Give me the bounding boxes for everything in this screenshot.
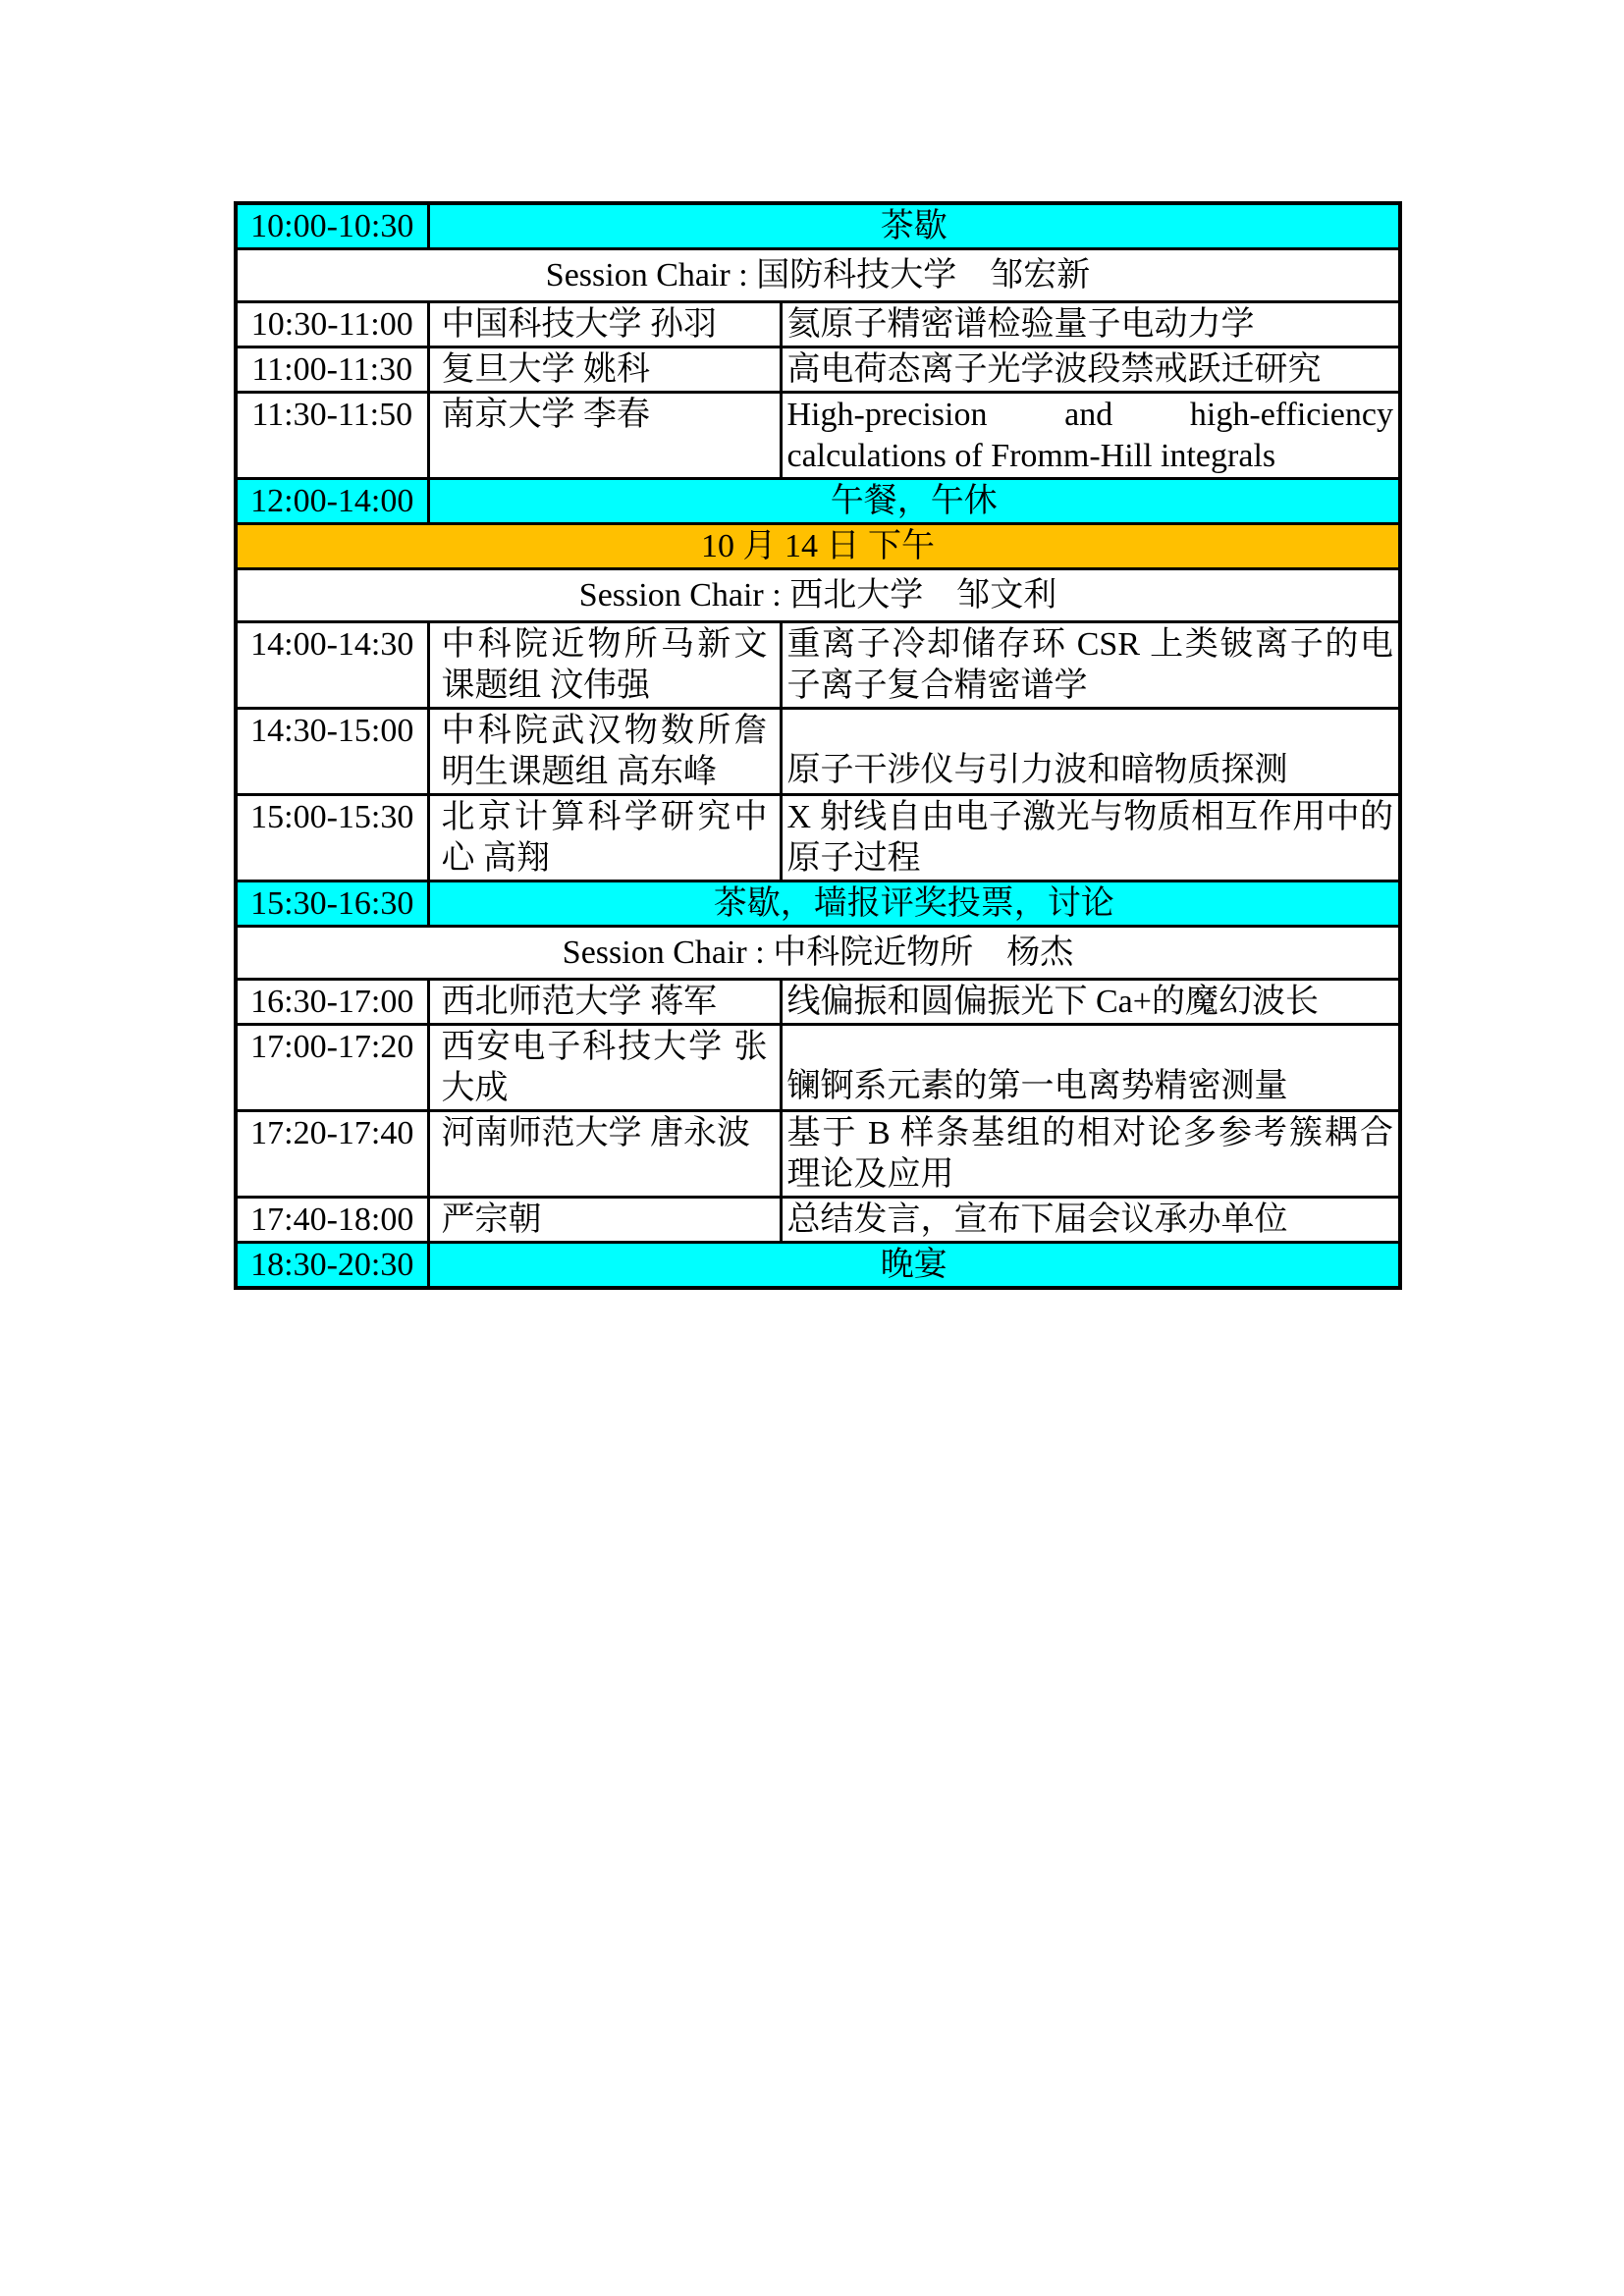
talk-title-cell: X 射线自由电子激光与物质相互作用中的原子过程 xyxy=(781,795,1400,881)
talk-title-cell: High-precision and high-efficiency calculations of Fromm-Hill integrals xyxy=(781,393,1400,479)
time-cell: 10:30-11:00 xyxy=(236,302,428,347)
time-cell: 15:30-16:30 xyxy=(236,881,428,927)
time-cell: 15:00-15:30 xyxy=(236,795,428,881)
table-row-break xyxy=(236,203,1400,249)
table-row-break xyxy=(236,479,1400,524)
time-cell: 11:00-11:30 xyxy=(236,347,428,393)
speaker-cell: 南京大学 李春 xyxy=(428,393,781,479)
table-row-session-chair xyxy=(236,569,1400,622)
break-label: 茶歇 xyxy=(428,203,1400,249)
speaker-cell: 河南师范大学 唐永波 xyxy=(428,1111,781,1198)
time-cell: 17:00-17:20 xyxy=(236,1025,428,1111)
date-banner: 10 月 14 日 下午 xyxy=(236,524,1400,569)
table-row-talk xyxy=(236,393,1400,479)
time-cell: 14:30-15:00 xyxy=(236,709,428,795)
table-row-talk xyxy=(236,347,1400,393)
talk-title-cell: 镧锕系元素的第一电离势精密测量 xyxy=(781,1025,1400,1111)
talk-title-cell: 重离子冷却储存环 CSR 上类铍离子的电子离子复合精密谱学 xyxy=(781,622,1400,709)
time-cell: 10:00-10:30 xyxy=(236,203,428,249)
session-chair-label: Session Chair : 中科院近物所 杨杰 xyxy=(236,927,1400,980)
speaker-cell: 北京计算科学研究中心 高翔 xyxy=(428,795,781,881)
speaker-cell: 中科院近物所马新文课题组 汶伟强 xyxy=(428,622,781,709)
table-row-talk xyxy=(236,980,1400,1025)
table-row-talk xyxy=(236,302,1400,347)
table-row-talk xyxy=(236,1198,1400,1243)
speaker-cell: 西北师范大学 蒋军 xyxy=(428,980,781,1025)
table-row-break xyxy=(236,881,1400,927)
speaker-cell: 西安电子科技大学 张大成 xyxy=(428,1025,781,1111)
talk-title-cell: 基于 B 样条基组的相对论多参考簇耦合理论及应用 xyxy=(781,1111,1400,1198)
conference-schedule xyxy=(234,201,1402,1290)
break-label: 茶歇，墙报评奖投票，讨论 xyxy=(428,881,1400,927)
table-row-talk xyxy=(236,622,1400,709)
speaker-cell: 中国科技大学 孙羽 xyxy=(428,302,781,347)
talk-title-cell: 线偏振和圆偏振光下 Ca+的魔幻波长 xyxy=(781,980,1400,1025)
talk-title-cell: 原子干涉仪与引力波和暗物质探测 xyxy=(781,709,1400,795)
break-label: 晚宴 xyxy=(428,1243,1400,1289)
talk-title-cell: 高电荷态离子光学波段禁戒跃迁研究 xyxy=(781,347,1400,393)
time-cell: 11:30-11:50 xyxy=(236,393,428,479)
time-cell: 18:30-20:30 xyxy=(236,1243,428,1289)
speaker-cell: 严宗朝 xyxy=(428,1198,781,1243)
session-chair-label: Session Chair : 西北大学 邹文利 xyxy=(236,569,1400,622)
time-cell: 16:30-17:00 xyxy=(236,980,428,1025)
talk-title-cell: 总结发言，宣布下届会议承办单位 xyxy=(781,1198,1400,1243)
talk-title-cell: 氦原子精密谱检验量子电动力学 xyxy=(781,302,1400,347)
time-cell: 17:20-17:40 xyxy=(236,1111,428,1198)
speaker-cell: 复旦大学 姚科 xyxy=(428,347,781,393)
table-row-date-banner xyxy=(236,524,1400,569)
time-cell: 12:00-14:00 xyxy=(236,479,428,524)
table-row-talk xyxy=(236,795,1400,881)
table-row-talk xyxy=(236,709,1400,795)
session-chair-label: Session Chair : 国防科技大学 邹宏新 xyxy=(236,249,1400,302)
table-row-talk xyxy=(236,1111,1400,1198)
speaker-cell: 中科院武汉物数所詹明生课题组 高东峰 xyxy=(428,709,781,795)
table-row-talk xyxy=(236,1025,1400,1111)
time-cell: 14:00-14:30 xyxy=(236,622,428,709)
table-row-session-chair xyxy=(236,927,1400,980)
schedule-table xyxy=(234,201,1402,1290)
table-row-break xyxy=(236,1243,1400,1289)
break-label: 午餐，午休 xyxy=(428,479,1400,524)
table-row-session-chair xyxy=(236,249,1400,302)
time-cell: 17:40-18:00 xyxy=(236,1198,428,1243)
